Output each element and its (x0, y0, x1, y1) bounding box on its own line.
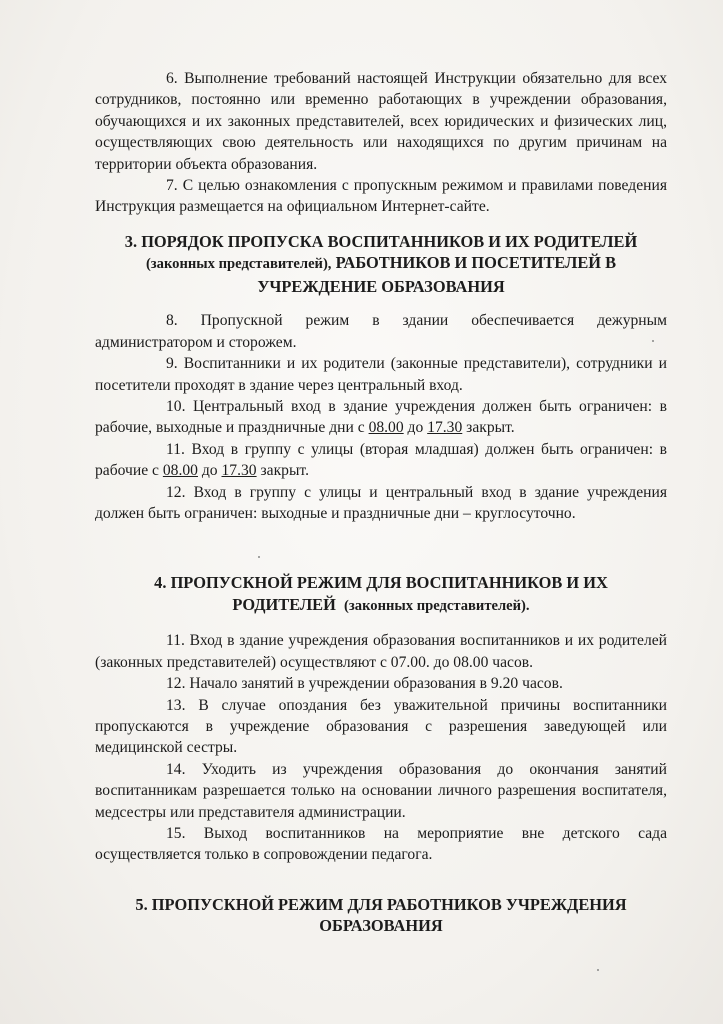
paragraph-6: 6. Выполнение требований настоящей Инструкции обязательно для всех сотрудников, постоянно или временно работающих в учреждении образования, обучающихся и их законных представителей, всех юридических и физических лиц, осуществляющих свою деятельность или находящихся по другим причинам на территории объекта образования. (95, 70, 667, 173)
p11-text-c: закрыт. (256, 462, 309, 480)
p10-time-close: 17.30 (427, 419, 463, 437)
p11-text-b: до (197, 462, 222, 480)
paragraph-4-12: 12. Начало занятий в учреждении образования в 9.20 часов. (166, 675, 563, 693)
paragraph-4-15: 15. Выход воспитанников на мероприятие вне детского сада осуществляется только в сопровождении педагога. (95, 825, 667, 864)
section-4-heading-sub: (законных представителей). (344, 597, 530, 614)
scan-speck (258, 556, 260, 558)
paragraph-3-9: 9. Воспитанники и их родители (законные представители), сотрудники и посетители проходят в здание через центральный вход. (95, 355, 667, 394)
scan-speck (652, 340, 654, 342)
p10-text-a: 10. Центральный вход в здание учреждения должен быть ограничен: в рабочие, выходные и праздничные дни с (95, 397, 667, 437)
p11-time-close: 17.30 (221, 462, 257, 480)
paragraph-3-8: 8. Пропускной режим в здании обеспечивается дежурным администратором и сторожем. (95, 312, 667, 351)
paragraph-4-14: 14. Уходить из учреждения образования до окончания занятий воспитанникам разрешается только на основании личного разрешения воспитателя, медсестры или представителя администрации. (95, 760, 667, 821)
section-3-heading-line2: РАБОТНИКОВ И ПОСЕТИТЕЛЕЙ В (331, 253, 617, 273)
p10-time-open: 08.00 (368, 419, 404, 437)
p11-time-open: 08.00 (162, 462, 198, 480)
section-5-heading-line2: ОБРАЗОВАНИЯ (319, 916, 443, 936)
section-3-heading-line1: 3. ПОРЯДОК ПРОПУСКА ВОСПИТАННИКОВ И ИХ РОДИТЕЛЕЙ (124, 231, 638, 251)
section-4-heading-line1: 4. ПРОПУСКНОЙ РЕЖИМ ДЛЯ ВОСПИТАННИКОВ И ИХ (154, 573, 608, 593)
scan-speck (597, 969, 599, 971)
document-body (95, 68, 667, 937)
paragraph-4-11: 11. Вход в здание учреждения образования воспитанников и их родителей (законных представителей) осуществляют с 07.00. до 08.00 часов. (95, 632, 667, 671)
section-4-heading-line2: РОДИТЕЛЕЙ (232, 594, 336, 614)
section-3-heading (95, 231, 667, 298)
paragraph-3-10 (95, 396, 667, 439)
paragraph-7: 7. С целью ознакомления с пропускным режимом и правилами поведения Инструкция размещается на официальном Интернет-сайте. (95, 177, 667, 216)
paragraph-4-13: 13. В случае опоздания без уважительной причины воспитанники пропускаются в учреждение образования с разрешения заведующей или медицинской сестры. (95, 696, 667, 757)
p10-text-c: закрыт. (462, 419, 515, 437)
p10-text-b: до (403, 419, 428, 437)
section-3-heading-sub: (законных представителей), (145, 256, 332, 273)
section-4-heading (95, 572, 667, 617)
section-3-heading-line3: УЧРЕЖДЕНИЕ ОБРАЗОВАНИЯ (257, 276, 505, 296)
section-5-heading (95, 894, 667, 937)
p11-text-a: 11. Вход в группу с улицы (вторая младшая) должен быть ограничен: в рабочие с (95, 440, 667, 480)
paragraph-3-11 (95, 439, 667, 482)
section-5-heading-line1: 5. ПРОПУСКНОЙ РЕЖИМ ДЛЯ РАБОТНИКОВ УЧРЕЖДЕНИЯ (135, 894, 627, 914)
paragraph-3-12: 12. Вход в группу с улицы и центральный вход в здание учреждения должен быть ограничен: выходные и праздничные дни – круглосуточно. (95, 483, 667, 522)
